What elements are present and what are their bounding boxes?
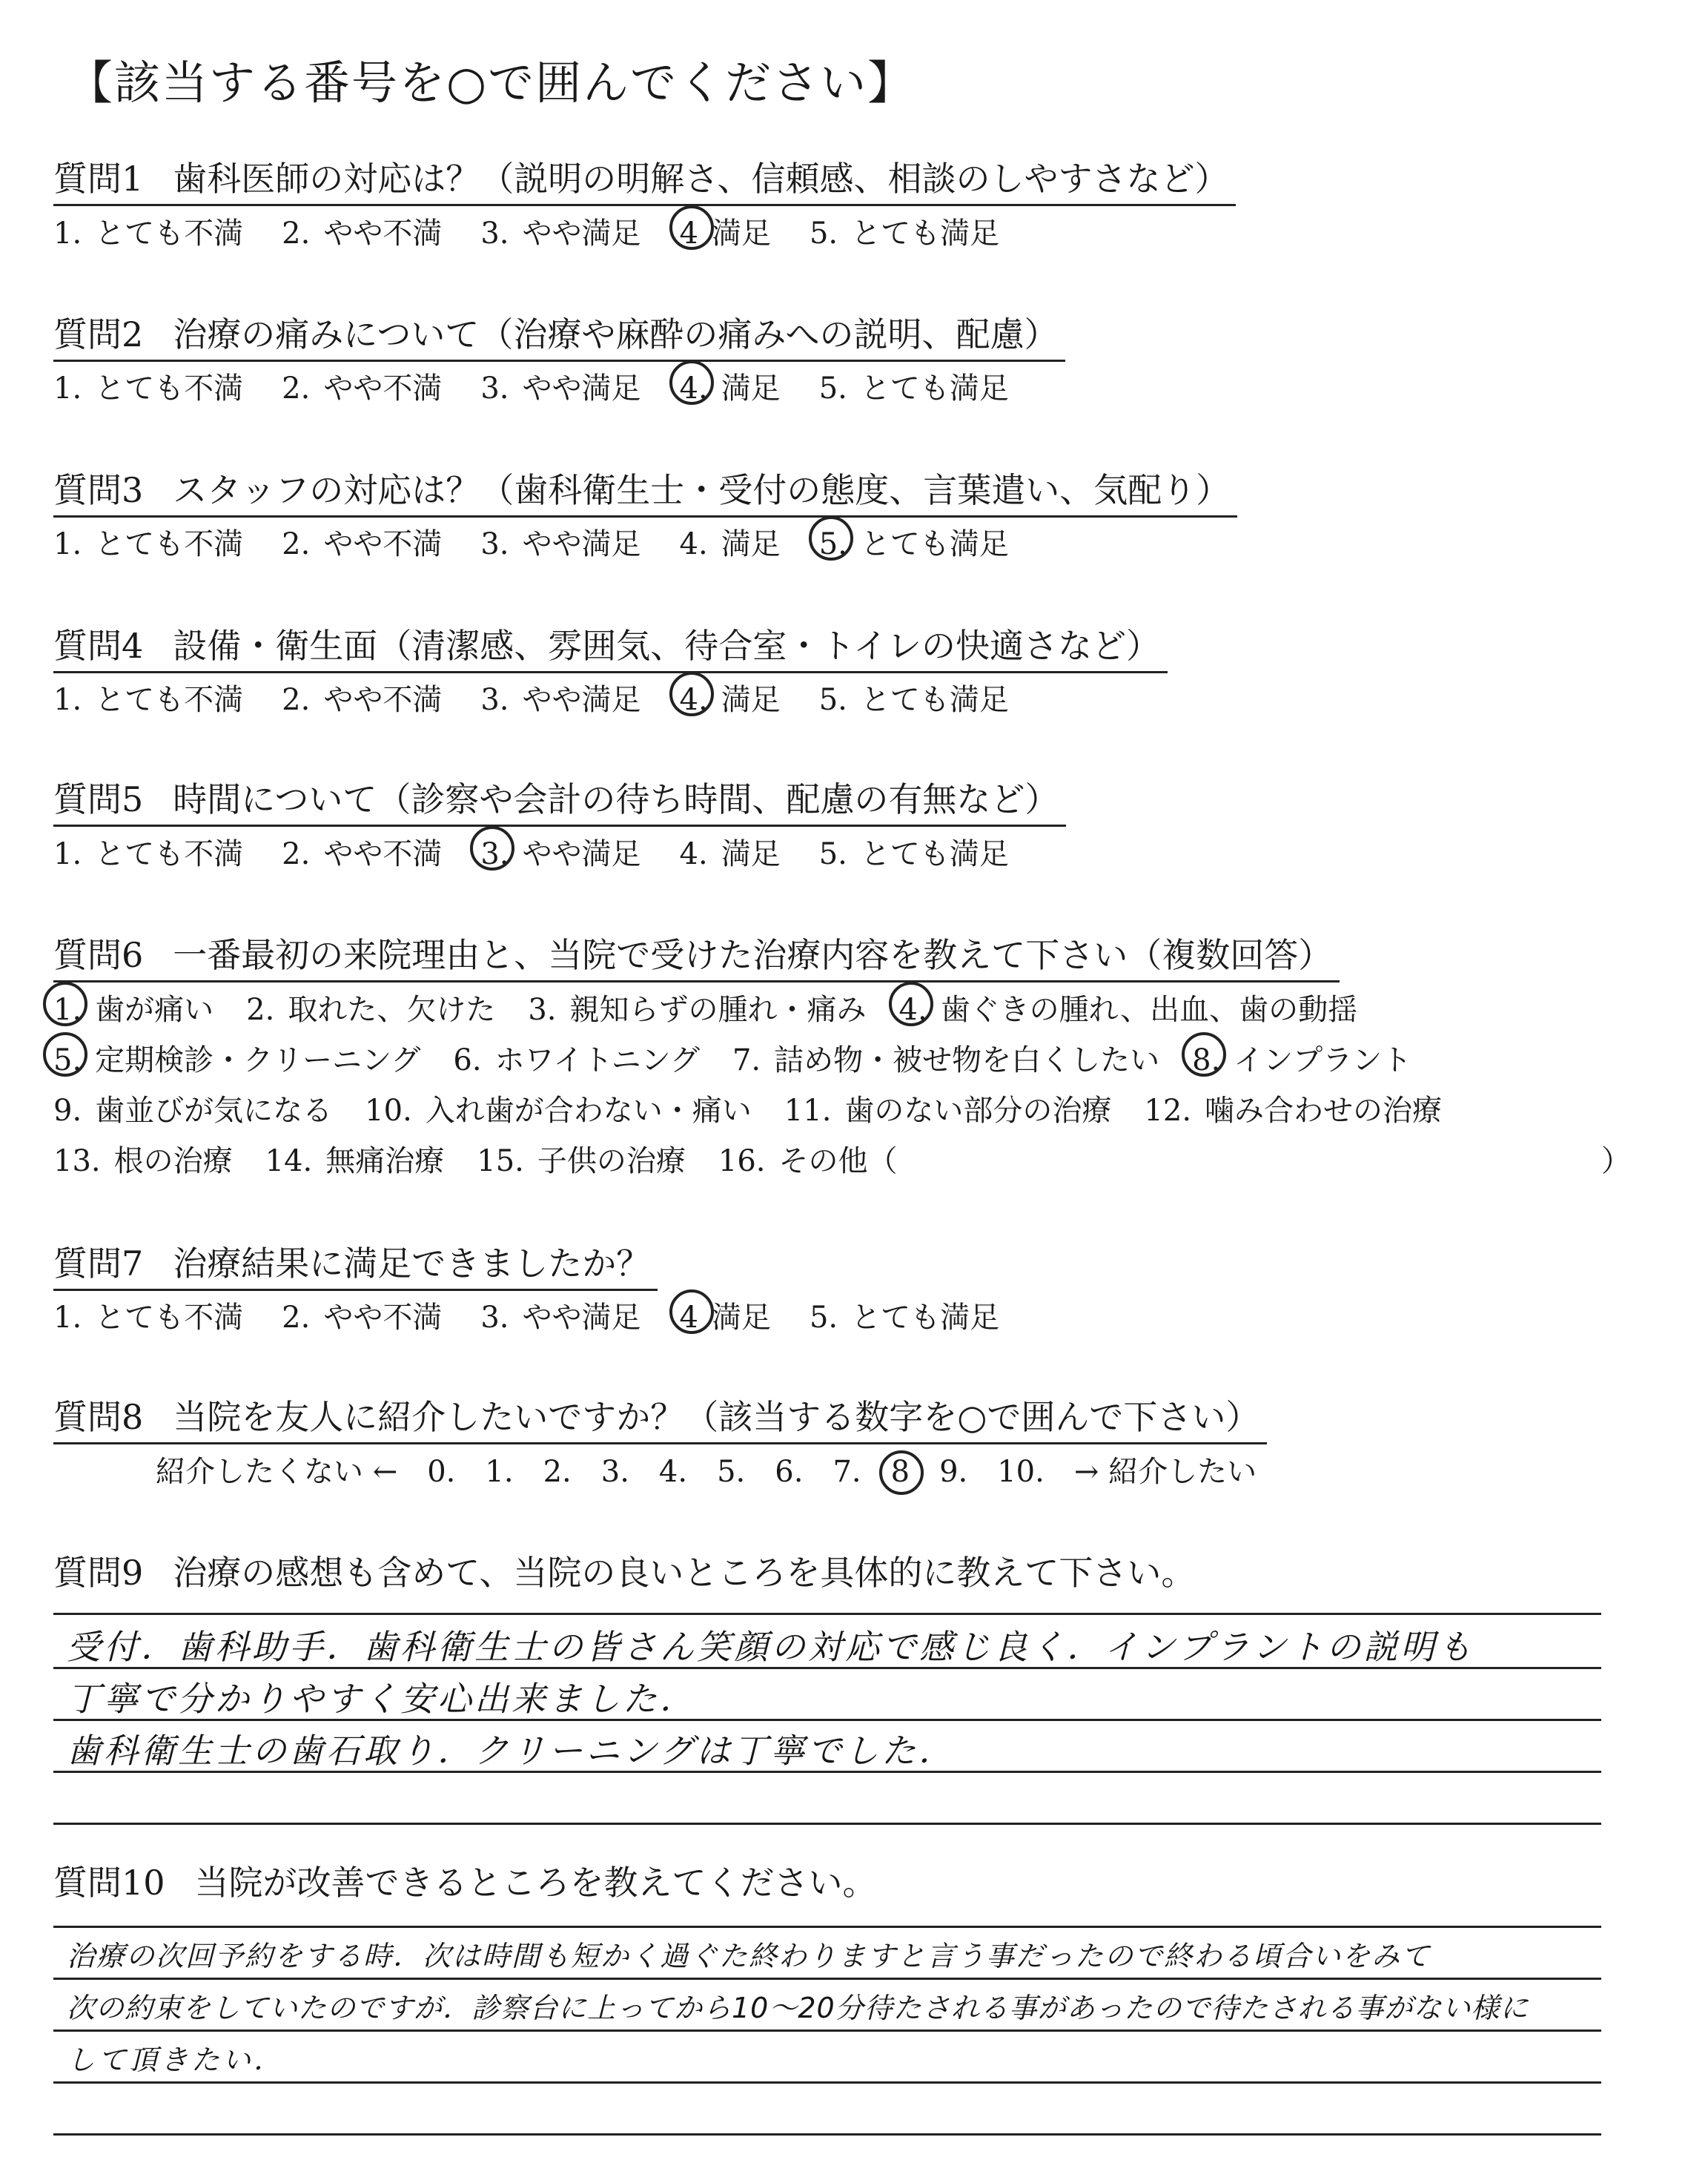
q8-scale-3[interactable]: 3.	[600, 1455, 629, 1489]
q1-text: 歯科医師の対応は？（説明の明解さ、信頼感、相談のしやすさなど）	[173, 159, 1229, 199]
q5-option-1[interactable]: 1. とても不満	[53, 837, 244, 871]
q10-answer-line-2[interactable]: 次の約束をしていたのですが．診察台に上ってから10～20分待たされる事があったので待たされる事がない様に	[67, 1992, 1529, 2024]
q3-option-4[interactable]: 4. 満足	[679, 527, 781, 561]
q2-options	[53, 365, 1047, 407]
q6-option-13[interactable]: 13. 根の治療	[53, 1144, 233, 1178]
q6-option-3[interactable]: 3. 親知らずの腫れ・痛み	[528, 993, 867, 1027]
q1-option-4[interactable]: 4 満足	[680, 210, 771, 252]
q7-option-4[interactable]: 4 満足	[680, 1294, 771, 1336]
selection-circle	[43, 1032, 87, 1077]
q8-scale-0[interactable]: 0.	[427, 1455, 456, 1489]
q2-number: 質問2	[53, 314, 144, 354]
q6-number: 質問6	[53, 935, 144, 975]
q2-option-2[interactable]: 2. やや不満	[282, 371, 443, 406]
q8-text: 当院を友人に紹介したいですか？（該当する数字を○で囲んで下さい）	[173, 1397, 1260, 1437]
q6-other-close-paren: ）	[1601, 1144, 1631, 1178]
q6-option-2[interactable]: 2. 取れた、欠けた	[246, 993, 496, 1027]
answer-line	[53, 1926, 1601, 1928]
q10-title	[53, 1856, 884, 1908]
q2-option-4[interactable]: 4. 満足	[680, 365, 781, 407]
q6-option-15[interactable]: 15. 子供の治療	[477, 1144, 686, 1178]
q6-text: 一番最初の来院理由と、当院で受けた治療内容を教えて下さい（複数回答）	[173, 935, 1333, 975]
q7-title	[53, 1237, 658, 1291]
q4-option-5[interactable]: 5. とても満足	[818, 683, 1009, 717]
q8-title	[53, 1390, 1267, 1444]
q2-title	[53, 308, 1065, 362]
q9-text: 治療の感想も含めて、当院の良いところを具体的に教えて下さい。	[173, 1553, 1196, 1593]
q10-answer-line-1[interactable]: 治療の次回予約をする時．次は時間も短かく過ぐた終わりますと言う事だったので終わる頃合いをみて	[67, 1940, 1431, 1972]
q6-title	[53, 928, 1340, 982]
q7-option-2[interactable]: 2. やや不満	[282, 1301, 443, 1335]
q2-option-5[interactable]: 5. とても満足	[818, 371, 1009, 406]
selection-circle	[1182, 1032, 1226, 1077]
q8-scale-1[interactable]: 1.	[485, 1455, 514, 1489]
q5-option-2[interactable]: 2. やや不満	[282, 837, 443, 871]
q3-number: 質問3	[53, 470, 144, 510]
q8-left-label: 紹介したくない ←	[156, 1455, 398, 1489]
q6-option-7[interactable]: 7. 詰め物・被せ物を白くしたい	[732, 1043, 1160, 1077]
q5-text: 時間について（診察や会計の待ち時間、配慮の有無など）	[173, 779, 1059, 819]
selection-circle	[669, 205, 714, 250]
selection-circle	[889, 982, 933, 1026]
q7-option-1[interactable]: 1. とても不満	[53, 1301, 244, 1335]
q5-option-3[interactable]: 3. やや満足	[480, 830, 640, 873]
q6-row-1	[53, 986, 1390, 1028]
answer-line	[53, 2081, 1601, 2084]
q7-number: 質問7	[53, 1244, 144, 1284]
q8-scale-4[interactable]: 4.	[658, 1455, 688, 1489]
q5-title	[53, 773, 1066, 827]
q1-option-3[interactable]: 3. やや満足	[480, 217, 641, 251]
q6-option-11[interactable]: 11. 歯のない部分の治療	[784, 1094, 1112, 1128]
q8-scale-8[interactable]: 8	[891, 1455, 910, 1489]
page-heading: 【該当する番号を○で囲んでください】	[67, 56, 916, 110]
q6-option-6[interactable]: 6. ホワイトニング	[453, 1043, 700, 1077]
q9-title	[53, 1546, 1202, 1598]
q8-scale-7[interactable]: 7.	[833, 1455, 861, 1489]
q8-number: 質問8	[53, 1397, 144, 1437]
q7-option-3[interactable]: 3. やや満足	[480, 1301, 641, 1335]
q4-option-2[interactable]: 2. やや不満	[282, 683, 443, 717]
q2-text: 治療の痛みについて（治療や麻酔の痛みへの説明、配慮）	[173, 314, 1059, 354]
q7-options	[53, 1294, 1038, 1336]
selection-circle	[669, 672, 714, 716]
selection-circle	[43, 982, 87, 1026]
q2-option-3[interactable]: 3. やや満足	[480, 371, 641, 406]
q3-text: スタッフの対応は？（歯科衛生士・受付の態度、言葉遣い、気配り）	[173, 470, 1231, 510]
q4-option-4[interactable]: 4. 満足	[680, 676, 781, 719]
q10-answer-line-3[interactable]: して頂きたい．	[67, 2044, 285, 2076]
q7-text: 治療結果に満足できましたか？	[173, 1244, 651, 1284]
q8-scale-9[interactable]: 9.	[939, 1455, 968, 1489]
selection-circle	[669, 360, 714, 405]
q6-option-8[interactable]: 8. インプラント	[1192, 1037, 1411, 1079]
q8-scale-2[interactable]: 2.	[543, 1455, 572, 1489]
q9-answer-line-2[interactable]: 丁寧で分かりやすく安心出来ました．	[67, 1679, 697, 1719]
q2-option-1[interactable]: 1. とても不満	[53, 371, 244, 406]
q3-option-1[interactable]: 1. とても不満	[53, 527, 244, 561]
q1-option-1[interactable]: 1. とても不満	[53, 217, 244, 251]
answer-line	[53, 2133, 1601, 2136]
q8-scale-10[interactable]: 10.	[997, 1455, 1045, 1489]
q4-options	[53, 676, 1047, 719]
q3-title	[53, 463, 1237, 518]
q9-number: 質問9	[53, 1553, 144, 1593]
q6-option-12[interactable]: 12. 噛み合わせの治療	[1144, 1094, 1443, 1128]
q6-option-9[interactable]: 9. 歯並びが気になる	[53, 1094, 333, 1128]
answer-line	[53, 1613, 1601, 1615]
answer-line	[53, 1978, 1601, 1980]
q5-option-5[interactable]: 5. とても満足	[818, 837, 1009, 871]
q6-row-4	[53, 1137, 930, 1180]
q10-number: 質問10	[53, 1863, 165, 1903]
q1-options	[53, 210, 1038, 252]
q6-row-3	[53, 1087, 1474, 1129]
answer-line	[53, 2029, 1601, 2032]
q3-option-2[interactable]: 2. やや不満	[282, 527, 443, 561]
q1-option-5[interactable]: 5. とても満足	[809, 217, 1000, 251]
q6-option-16[interactable]: 16. その他（	[718, 1144, 898, 1178]
q1-option-2[interactable]: 2. やや不満	[282, 217, 443, 251]
q4-text: 設備・衛生面（清潔感、雰囲気、待合室・トイレの快適さなど）	[173, 626, 1160, 666]
answer-line	[53, 1823, 1601, 1825]
q4-number: 質問4	[53, 626, 144, 666]
q6-row-2	[53, 1037, 1444, 1079]
q8-scale-6[interactable]: 6.	[775, 1455, 804, 1489]
q6-option-1[interactable]: 1. 歯が痛い	[53, 986, 214, 1028]
q5-option-4[interactable]: 4. 満足	[679, 837, 781, 871]
q8-scale	[156, 1448, 1286, 1490]
q4-option-3[interactable]: 3. やや満足	[480, 683, 641, 717]
q9-answer-line-3[interactable]: 歯科衛生士の歯石取り．クリーニングは丁寧でした．	[67, 1731, 956, 1771]
q6-option-5[interactable]: 5. 定期検診・クリーニング	[53, 1037, 420, 1079]
selection-circle	[669, 1289, 714, 1334]
q5-number: 質問5	[53, 779, 144, 819]
selection-circle	[470, 826, 514, 871]
q6-option-14[interactable]: 14. 無痛治療	[265, 1144, 445, 1178]
q6-option-10[interactable]: 10. 入れ歯が合わない・痛い	[365, 1094, 752, 1128]
q3-option-5[interactable]: 5. とても満足	[819, 521, 1009, 563]
q3-options	[53, 521, 1047, 563]
q4-title	[53, 619, 1168, 673]
q10-text: 当院が改善できるところを教えてください。	[194, 1863, 877, 1903]
q9-answer-line-1[interactable]: 受付．歯科助手．歯科衛生士の皆さん笑顔の対応で感じ良く．インプラントの説明も	[67, 1627, 1475, 1667]
q3-option-3[interactable]: 3. やや満足	[480, 527, 641, 561]
q8-right-label: → 紹介したい	[1073, 1455, 1257, 1489]
q4-option-1[interactable]: 1. とても不満	[53, 683, 244, 717]
q1-number: 質問1	[53, 159, 144, 199]
q8-scale-5[interactable]: 5.	[717, 1455, 746, 1489]
selection-circle	[879, 1450, 924, 1495]
q6-option-4[interactable]: 4. 歯ぐきの腫れ、出血、歯の動揺	[899, 986, 1358, 1028]
q1-title	[53, 152, 1236, 206]
selection-circle	[809, 516, 853, 561]
q7-option-5[interactable]: 5. とても満足	[809, 1301, 1000, 1335]
q5-options	[53, 830, 1047, 873]
